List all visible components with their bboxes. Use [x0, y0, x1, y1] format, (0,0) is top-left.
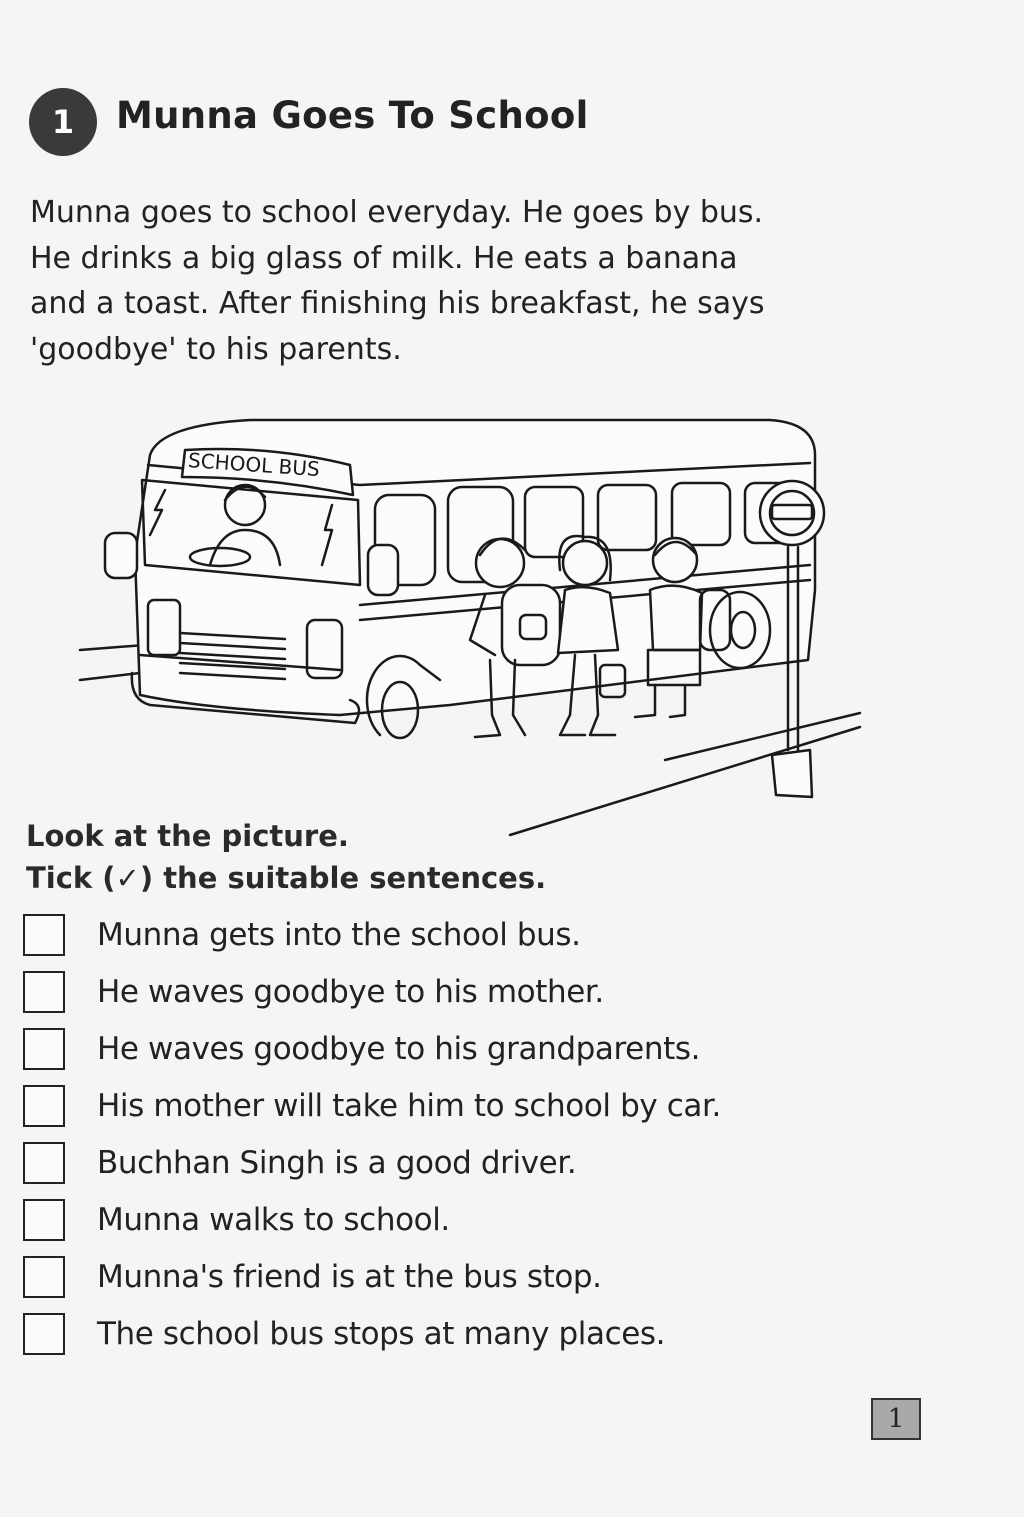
children-figures — [470, 536, 730, 737]
tick-options-list — [23, 906, 721, 1362]
reading-passage — [30, 190, 850, 372]
instruction-line-1: Look at the picture. — [26, 819, 349, 853]
option-checkbox[interactable] — [23, 1313, 65, 1355]
passage-line: and a toast. After finishing his breakfast, he says — [30, 286, 765, 321]
option-item — [23, 1020, 721, 1077]
option-label: He waves goodbye to his mother. — [97, 973, 604, 1010]
option-checkbox[interactable] — [23, 1028, 65, 1070]
lesson-number-badge: 1 — [29, 88, 97, 156]
page-number: 1 — [871, 1398, 921, 1440]
option-item — [23, 1305, 721, 1362]
lesson-title: Munna Goes To School — [116, 94, 589, 137]
option-label: He waves goodbye to his grandparents. — [97, 1030, 701, 1067]
option-item — [23, 1077, 721, 1134]
instruction-line-2: Tick (✓) the suitable sentences. — [26, 861, 547, 895]
option-label: His mother will take him to school by car. — [97, 1087, 721, 1124]
option-label: Munna gets into the school bus. — [97, 916, 581, 953]
passage-line: Munna goes to school everyday. He goes by bus. — [30, 195, 764, 230]
task-instructions — [26, 815, 546, 899]
school-bus-illustration — [70, 405, 870, 855]
option-label: Buchhan Singh is a good driver. — [97, 1144, 577, 1181]
option-item — [23, 1191, 721, 1248]
option-label: Munna's friend is at the bus stop. — [97, 1258, 602, 1295]
option-item — [23, 963, 721, 1020]
option-item — [23, 1134, 721, 1191]
option-checkbox[interactable] — [23, 1256, 65, 1298]
passage-line: 'goodbye' to his parents. — [30, 331, 402, 367]
option-checkbox[interactable] — [23, 914, 65, 956]
passage-line: He drinks a big glass of milk. He eats a banana — [30, 240, 738, 276]
option-item — [23, 906, 721, 963]
option-item — [23, 1248, 721, 1305]
option-checkbox[interactable] — [23, 1085, 65, 1127]
bus-sign-text: SCHOOL BUS — [187, 448, 321, 482]
option-checkbox[interactable] — [23, 1199, 65, 1241]
option-label: The school bus stops at many places. — [97, 1315, 666, 1352]
option-checkbox[interactable] — [23, 971, 65, 1013]
option-label: Munna walks to school. — [97, 1201, 450, 1238]
option-checkbox[interactable] — [23, 1142, 65, 1184]
